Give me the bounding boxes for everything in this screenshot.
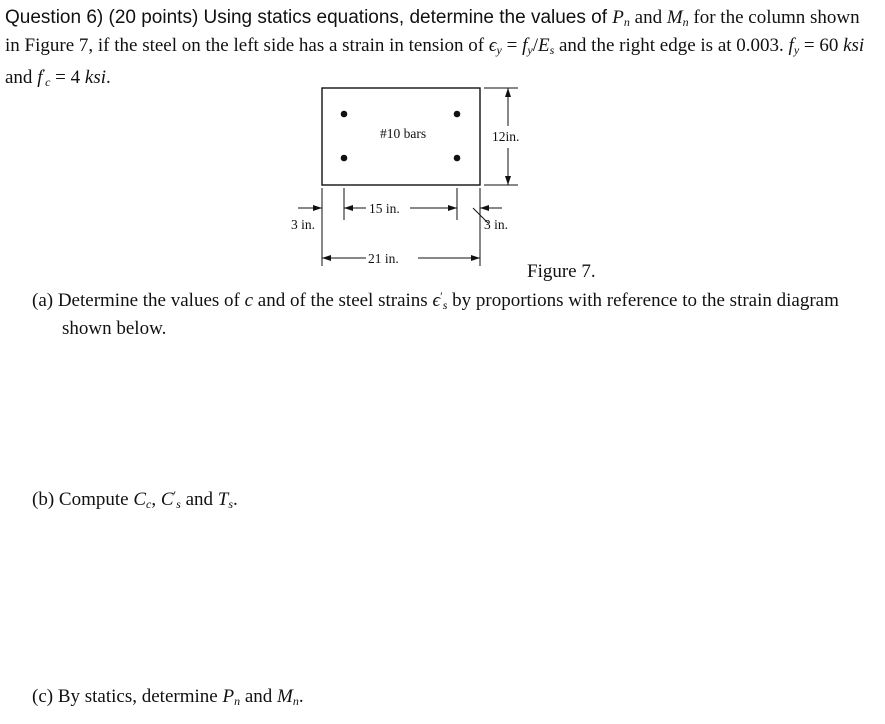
height-label: 12in.: [492, 129, 520, 144]
arrowhead: [322, 255, 331, 261]
rebar-top-right: [454, 111, 461, 118]
arrowhead: [344, 205, 353, 211]
column-section-figure: [270, 80, 560, 270]
question-lead: Question 6) (20 points) Using statics equations, determine the values of: [5, 7, 613, 28]
arrowhead: [505, 176, 511, 185]
arrowhead: [471, 255, 480, 261]
spacing-label: 15 in.: [369, 201, 400, 216]
question-text: Question 6) (20 points) Using statics equations, determine the values of $P_n$ and $M_n$ for the column shown in Figure 7, if the steel on the left side has a strain in tension of $\epsilon_y = f_y/E_s$ and the right edge is at 0.003. $f_y = 60$ ksi and $f'_c = 4$ ksi.: [5, 7, 865, 89]
part-b: (b) Compute $C_c$, $C'_s$ and $T_s$.: [32, 488, 238, 511]
right-cover-label: 3 in.: [484, 217, 509, 232]
left-cover-label: 3 in.: [291, 217, 316, 232]
part-a: (a) Determine the values of c and of the steel strains $\epsilon'_s$ by proportions with reference to the strain diagram shown below.: [32, 289, 839, 339]
arrowhead: [448, 205, 457, 211]
width-label: 21 in.: [368, 251, 399, 266]
rebar-bottom-left: [341, 155, 348, 162]
arrowhead: [505, 88, 511, 97]
figure-caption: Figure 7.: [527, 261, 596, 282]
rebar-top-left: [341, 111, 348, 118]
part-c: (c) By statics, determine $P_n$ and $M_n$.: [32, 686, 304, 708]
rebar-bottom-right: [454, 155, 461, 162]
bars-label: #10 bars: [380, 126, 427, 141]
arrowhead: [313, 205, 322, 211]
arrowhead: [480, 205, 489, 211]
